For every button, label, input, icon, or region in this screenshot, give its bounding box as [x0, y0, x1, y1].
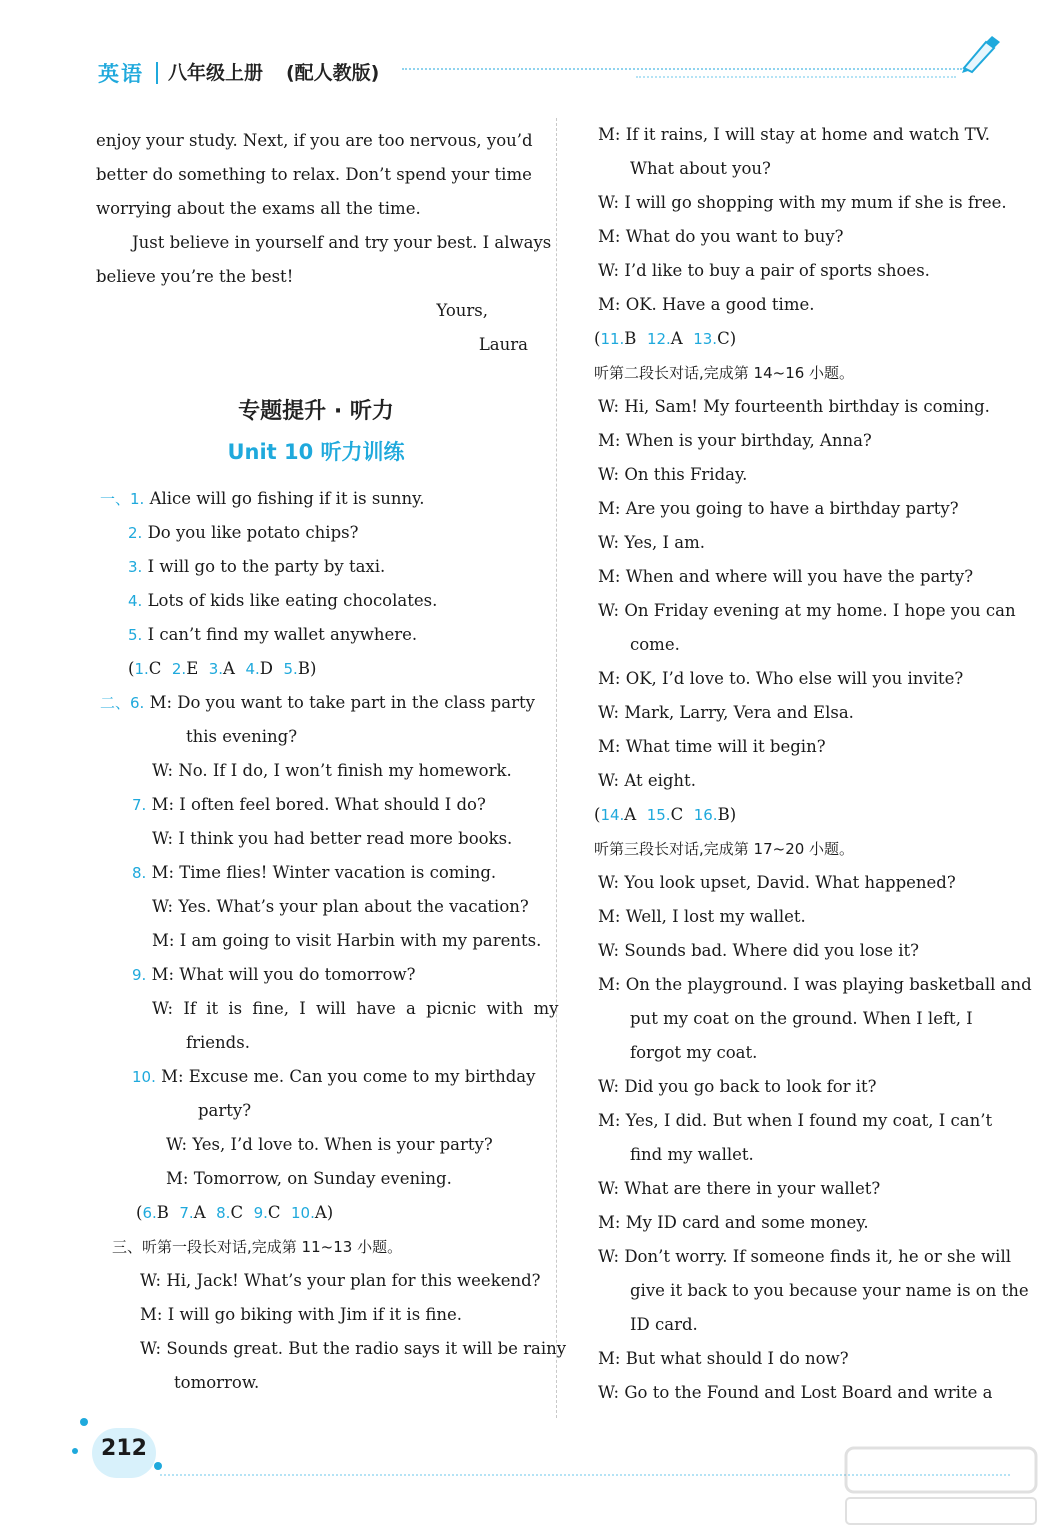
dialogue-line: M: Do you want to take part in the class party — [149, 693, 535, 712]
left-column-letter — [96, 124, 552, 362]
dialogue-block-1 — [594, 118, 1024, 322]
page-number: 212 — [101, 1436, 147, 1461]
part-intro: 听第二段长对话,完成第 14~16 小题。 — [594, 364, 855, 382]
dialogue-line: give it back to you because your name is on the — [630, 1281, 1029, 1300]
answer-key-3: (11.B 12.A 13.C) — [594, 329, 737, 348]
left-column-exercises — [100, 482, 567, 1400]
dialogue-line: M: What do you want to buy? — [598, 227, 844, 246]
letter-line: worrying about the exams all the time. — [96, 199, 421, 218]
letter-line: enjoy your study. Next, if you are too nervous, you’d — [96, 131, 533, 150]
dialogue-line: M: If it rains, I will stay at home and watch TV. — [598, 125, 990, 144]
question-number: 8. — [132, 864, 147, 882]
question-number: 3. — [128, 558, 143, 576]
dialogue-line: W: You look upset, David. What happened? — [598, 873, 956, 892]
question-number: 4. — [128, 592, 143, 610]
dialogue-line: M: But what should I do now? — [598, 1349, 849, 1368]
dialogue-line: W: Sounds great. But the radio says it will be rainy — [140, 1339, 567, 1358]
dialogue-line: W: No. If I do, I won’t finish my homework. — [152, 761, 512, 780]
dialogue-line: M: When is your birthday, Anna? — [598, 431, 872, 450]
dialogue-line: W: I will go shopping with my mum if she is free. — [598, 193, 1007, 212]
dialogue-line: M: On the playground. I was playing basketball and — [598, 975, 1032, 994]
dialogue-line: W: Hi, Jack! What’s your plan for this weekend? — [140, 1271, 541, 1290]
question-number: 5. — [128, 626, 143, 644]
dialogue-line: W: Don’t worry. If someone finds it, he or she will — [598, 1247, 1012, 1266]
dialogue-line: M: OK. Have a good time. — [598, 295, 815, 314]
part-label: 一、 — [100, 490, 131, 508]
dialogue-line: M: OK, I’d love to. Who else will you invite? — [598, 669, 964, 688]
dialogue-line: M: My ID card and some money. — [598, 1213, 869, 1232]
question-number: 1. — [130, 490, 145, 508]
header-dotted-line — [402, 68, 962, 70]
dialogue-line: W: On Friday evening at my home. I hope you can — [598, 601, 1016, 620]
question-number: 7. — [132, 796, 147, 814]
part-label: 三、 — [112, 1238, 143, 1256]
grade-label: 八年级上册 — [168, 62, 264, 84]
dialogue-line: ID card. — [630, 1315, 698, 1334]
dialogue-line: M: Yes, I did. But when I found my coat, I can’t — [598, 1111, 993, 1130]
dialogue-line: this evening? — [186, 727, 298, 746]
dialogue-line: M: Are you going to have a birthday party? — [598, 499, 959, 518]
subject-label: 英语 — [98, 62, 144, 86]
decor-dot — [80, 1418, 88, 1426]
dialogue-line: forgot my coat. — [630, 1043, 758, 1062]
dialogue-line: M: When and where will you have the party? — [598, 567, 974, 586]
dialogue-line: W: At eight. — [598, 771, 696, 790]
dialogue-block-2 — [594, 390, 1024, 798]
dialogue-line: W: Mark, Larry, Vera and Elsa. — [598, 703, 854, 722]
header-dotted-line-lower — [636, 76, 956, 78]
dialogue-line: W: What are there in your wallet? — [598, 1179, 881, 1198]
dialogue-line: M: I am going to visit Harbin with my parents. — [152, 931, 542, 950]
dialogue-line: W: I’d like to buy a pair of sports shoes. — [598, 261, 930, 280]
dialogue-line: W: Yes, I am. — [598, 533, 706, 552]
dialogue-line: M: Tomorrow, on Sunday evening. — [166, 1169, 452, 1188]
header-separator — [156, 62, 158, 84]
letter-signature: Laura — [478, 335, 528, 354]
dialogue-block-3 — [594, 866, 1032, 1410]
dialogue-line: W: Sounds bad. Where did you lose it? — [598, 941, 920, 960]
dialogue-line: M: What time will it begin? — [598, 737, 826, 756]
question-number: 10. — [132, 1068, 156, 1086]
question-number: 2. — [128, 524, 143, 542]
right-column — [594, 118, 1032, 1410]
decor-dot — [154, 1462, 162, 1470]
question-number: 6. — [130, 694, 145, 712]
edition-label: (配人教版) — [286, 62, 380, 84]
letter-line: Just believe in yourself and try your best. I always — [132, 233, 552, 252]
dialogue-line: M: Well, I lost my wallet. — [598, 907, 806, 926]
dialogue-line: friends. — [186, 1033, 250, 1052]
decor-dot — [72, 1448, 78, 1454]
answer-key-2: (6.B 7.A 8.C 9.C 10.A) — [136, 1203, 334, 1222]
dialogue-line: tomorrow. — [174, 1373, 260, 1392]
dialogue-line: W: If it is fine, I will have a picnic with my — [152, 999, 559, 1018]
watermark-logo — [836, 1440, 1046, 1530]
dialogue-line: W: On this Friday. — [598, 465, 748, 484]
column-divider — [556, 118, 557, 1418]
dialogue-line: W: Go to the Found and Lost Board and write a — [598, 1383, 993, 1402]
part-intro: 听第三段长对话,完成第 17~20 小题。 — [594, 840, 855, 858]
dialogue-line: M: Time flies! Winter vacation is coming. — [151, 863, 497, 882]
dialogue-line: find my wallet. — [630, 1145, 754, 1164]
dialogue-line: M: I often feel bored. What should I do? — [151, 795, 486, 814]
letter-closing: Yours, — [436, 301, 488, 320]
part-intro: 听第一段长对话,完成第 11~13 小题。 — [142, 1238, 403, 1256]
dialogue-line: party? — [198, 1101, 252, 1120]
section-title: 专题提升 · 听力 — [238, 399, 394, 424]
dialogue-line: M: I will go biking with Jim if it is fine. — [140, 1305, 463, 1324]
question-text: I will go to the party by taxi. — [147, 557, 386, 576]
dialogue-line: come. — [630, 635, 680, 654]
question-text: Do you like potato chips? — [147, 523, 359, 542]
answer-key-4: (14.A 15.C 16.B) — [594, 805, 737, 824]
dialogue-line: W: Hi, Sam! My fourteenth birthday is coming. — [598, 397, 990, 416]
dialogue-line: put my coat on the ground. When I left, I — [630, 1009, 973, 1028]
dialogue-line: M: Excuse me. Can you come to my birthday — [161, 1067, 536, 1086]
page-header — [0, 0, 1060, 100]
dialogue-line: W: Did you go back to look for it? — [598, 1077, 877, 1096]
question-text: I can’t find my wallet anywhere. — [147, 625, 418, 644]
letter-line: believe you’re the best! — [96, 267, 294, 286]
question-number: 9. — [132, 966, 147, 984]
dialogue-line: W: I think you had better read more books. — [152, 829, 513, 848]
dialogue-line: W: Yes, I’d love to. When is your party? — [166, 1135, 493, 1154]
answer-key-1: (1.C 2.E 3.A 4.D 5.B) — [128, 659, 317, 678]
dialogue-line: W: Yes. What’s your plan about the vacation? — [152, 897, 529, 916]
pen-icon — [958, 34, 1002, 74]
dialogue-line: M: What will you do tomorrow? — [151, 965, 416, 984]
question-text: Alice will go fishing if it is sunny. — [149, 489, 425, 508]
letter-line: better do something to relax. Don’t spend your time — [96, 165, 532, 184]
dialogue-line: What about you? — [630, 159, 771, 178]
section-subtitle: Unit 10 听力训练 — [227, 440, 405, 464]
question-text: Lots of kids like eating chocolates. — [147, 591, 438, 610]
part-label: 二、 — [100, 694, 131, 712]
